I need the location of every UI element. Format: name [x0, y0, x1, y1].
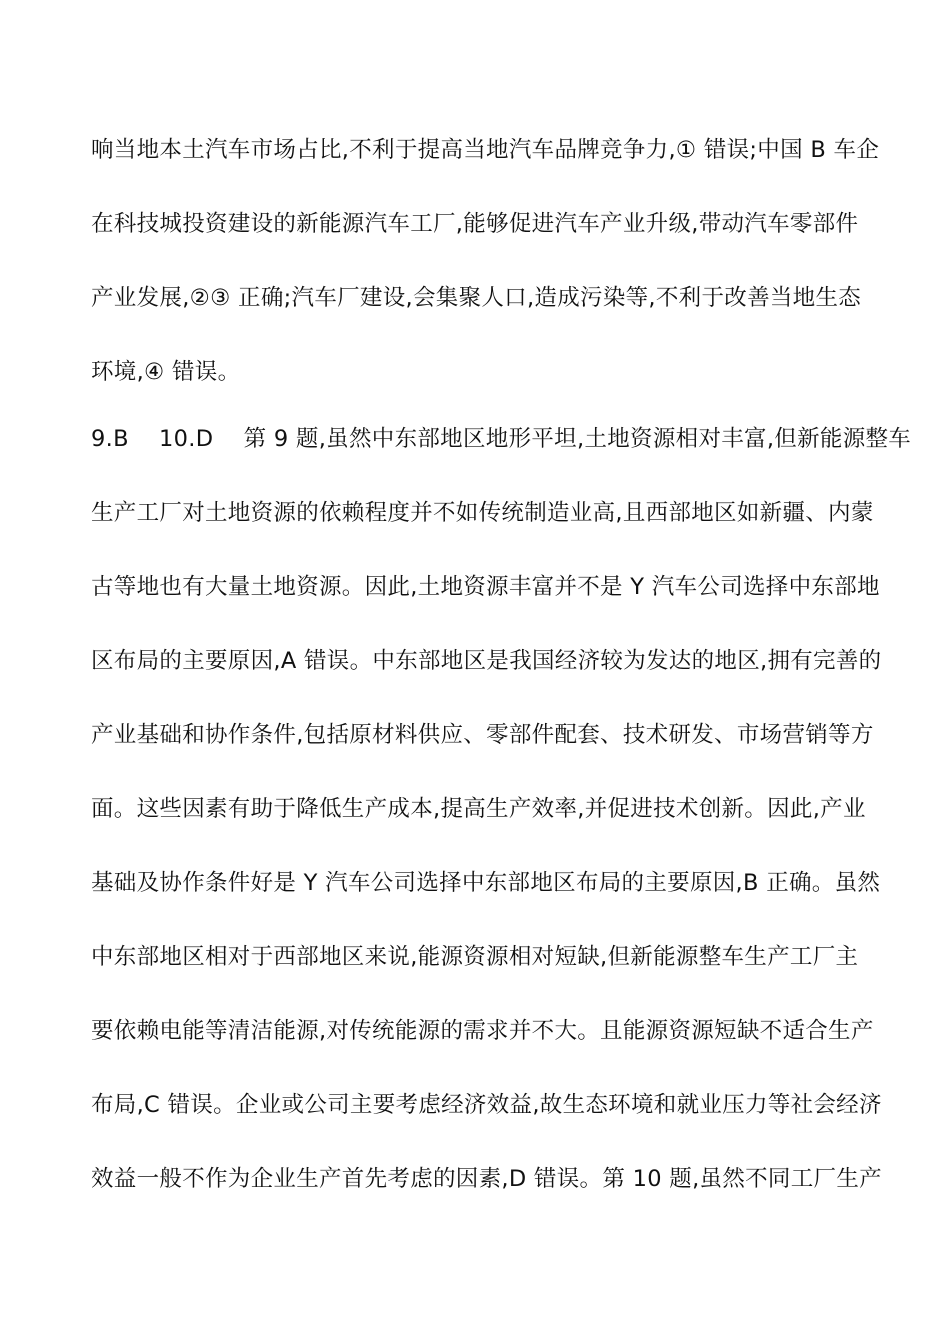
- text-line: 面。这些因素有助于降低生产成本,提高生产效率,并促进技术创新。因此,产业: [91, 796, 866, 822]
- text-line: 古等地也有大量土地资源。因此,土地资源丰富并不是 Y 汽车公司选择中东部地: [91, 574, 880, 600]
- text-line: 区布局的主要原因,A 错误。中东部地区是我国经济较为发达的地区,拥有完善的: [91, 648, 882, 674]
- text-line: 要依赖电能等清洁能源,对传统能源的需求并不大。且能源资源短缺不适合生产: [91, 1018, 874, 1044]
- text-line: 生产工厂对土地资源的依赖程度并不如传统制造业高,且西部地区如新疆、内蒙: [91, 500, 874, 526]
- text-line: 在科技城投资建设的新能源汽车工厂,能够促进汽车产业升级,带动汽车零部件: [91, 211, 859, 237]
- text-line: 效益一般不作为企业生产首先考虑的因素,D 错误。第 10 题,虽然不同工厂生产: [91, 1166, 882, 1192]
- text-line: 基础及协作条件好是 Y 汽车公司选择中东部地区布局的主要原因,B 正确。虽然: [91, 870, 881, 896]
- text-line: 布局,C 错误。企业或公司主要考虑经济效益,故生态环境和就业压力等社会经济: [91, 1092, 882, 1118]
- text-line: 环境,④ 错误。: [91, 359, 241, 385]
- text-line: 中东部地区相对于西部地区来说,能源资源相对短缺,但新能源整车生产工厂主: [91, 944, 859, 970]
- text-line: 9.B 10.D 第 9 题,虽然中东部地区地形平坦,土地资源相对丰富,但新能源整车: [91, 426, 912, 452]
- text-line: 产业发展,②③ 正确;汽车厂建设,会集聚人口,造成污染等,不利于改善当地生态: [91, 285, 862, 311]
- text-line: 产业基础和协作条件,包括原材料供应、零部件配套、技术研发、市场营销等方: [91, 722, 874, 748]
- text-line: 响当地本土汽车市场占比,不利于提高当地汽车品牌竞争力,① 错误;中国 B 车企: [91, 137, 880, 163]
